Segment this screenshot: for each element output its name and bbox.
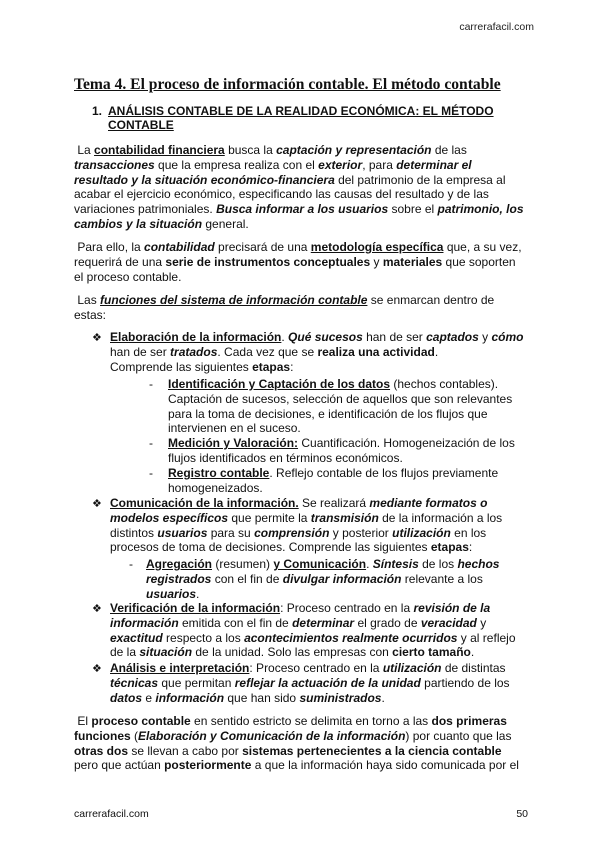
dash-bullet-icon: - [129, 557, 133, 571]
paragraph-1: La contabilidad financiera busca la captación y representación de las transacciones que la empresa realiza con el exterior, para determinar el resultado y la situación económico-financiera del patrimonio de la empresa al acabar el ejercicio económico, especificando las causas del resultado y de las variaciones patrimoniales. Busca informar a los usuarios sobre el patrimonio, los cambios y la situación general. [74, 143, 524, 231]
page-number: 50 [516, 808, 528, 820]
etapa-agregacion: Agregación (resumen) y Comunicación. Síntesis de los hechos registrados con el fin de divulgar información relevante a los usuarios. [146, 557, 500, 601]
bullet-verificacion: Verificación de la información: Proceso centrado en la revisión de la información emitida con el fin de determinar el grado de veracidad y exactitud respecto a los acontecimientos realmente ocurridos y al reflejo de la situación de la unidad. Solo las empresas con cierto tamaño. [110, 601, 516, 660]
section-title: ANÁLISIS CONTABLE DE LA REALIDAD ECONÓMICA: EL MÉTODO CONTABLE [108, 104, 494, 132]
diamond-bullet-icon: ❖ [92, 663, 102, 675]
footer-site: carrerafacil.com [74, 808, 149, 820]
paragraph-2: Para ello, la contabilidad precisará de una metodología específica que, a su vez, requerirá de una serie de instrumentos conceptuales y materiales que soporten el proceso contable. [74, 240, 522, 284]
dash-bullet-icon: - [149, 436, 153, 450]
section-number: 1. [92, 104, 103, 118]
etapa-medicion: Medición y Valoración: Cuantificación. Homogeneización de los flujos identificados en términos económicos. [168, 436, 515, 465]
etapa-registro: Registro contable. Reflejo contable de los flujos previamente homogeneizados. [168, 466, 499, 495]
dash-bullet-icon: - [149, 466, 153, 480]
bullet-comunicacion: Comunicación de la información. Se realizará mediante formatos o modelos específicos que permite la transmisión de la información a los distintos usuarios para su comprensión y posterior utilización en los procesos de toma de decisiones. Comprende las siguientes etapas: [110, 496, 503, 555]
diamond-bullet-icon: ❖ [92, 332, 102, 344]
section-heading [92, 104, 522, 132]
page-title: Tema 4. El proceso de información contable. El método contable [74, 76, 501, 93]
diamond-bullet-icon: ❖ [92, 603, 102, 615]
dash-bullet-icon: - [149, 377, 153, 391]
paragraph-4: El proceso contable en sentido estricto se delimita en torno a las dos primeras funciones (Elaboración y Comunicación de la información) por cuanto que las otras dos se llevan a cabo por sistemas pertenecientes a la ciencia contable pero que actúan posteriormente a que la información haya sido comunicada por el [74, 714, 519, 773]
bullet-elaboracion: Elaboración de la información. Qué sucesos han de ser captados y cómo han de ser tratados. Cada vez que se realiza una actividad. Comprende las siguientes etapas: [110, 330, 524, 374]
diamond-bullet-icon: ❖ [92, 498, 102, 510]
header-site: carrerafacil.com [459, 21, 534, 33]
etapa-identificacion: Identificación y Captación de los datos (hechos contables). Captación de sucesos, selección de aquellos que son relevantes para la toma de decisiones, e identificación de los flujos que intervienen en el suceso. [168, 377, 513, 436]
paragraph-3: Las funciones del sistema de información contable se enmarcan dentro de estas: [74, 293, 495, 322]
bullet-analisis: Análisis e interpretación: Proceso centrado en la utilización de distintas técnicas que permitan reflejar la actuación de la unidad partiendo de los datos e información que han sido suministrados. [110, 661, 510, 705]
